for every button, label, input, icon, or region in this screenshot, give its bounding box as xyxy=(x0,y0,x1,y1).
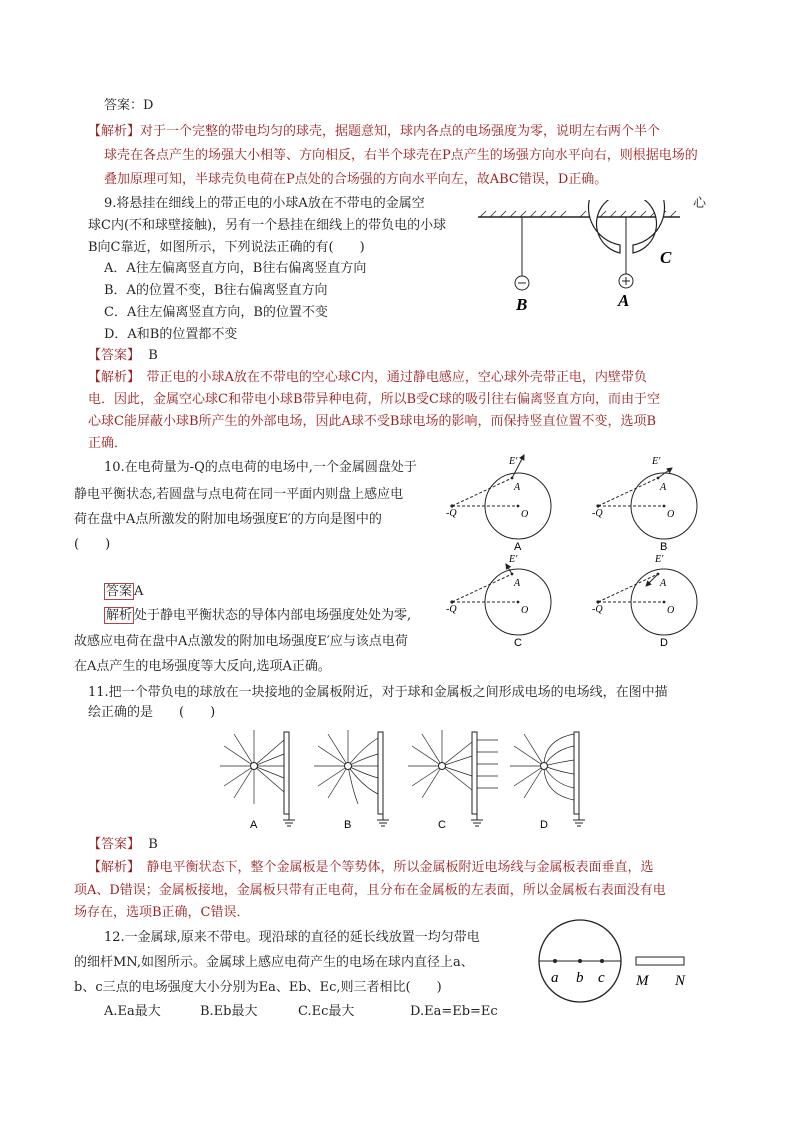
q8-answer: 答案：D xyxy=(104,98,154,113)
field-diagram-a xyxy=(220,730,295,831)
q9-figure xyxy=(470,200,700,320)
q10-analysis-line: 故感应电荷在盘中A点激发的附加电场强度E′应与该点电荷 xyxy=(74,634,408,649)
q11-analysis-line: 【解析】 静电平衡状态下，整个金属板是个等势体，所以金属板附近电场线与金属板表面垂直，选 xyxy=(88,860,654,875)
svg-text:-Q: -Q xyxy=(592,508,603,519)
field-diagram-c xyxy=(408,730,498,831)
svg-text:N: N xyxy=(675,973,686,989)
q11-figure xyxy=(218,728,618,833)
q9-option-c: C．A往左偏离竖直方向，B的位置不变 xyxy=(104,305,328,320)
q11-answer: B xyxy=(148,837,158,852)
q10-analysis-tag: 解析 xyxy=(106,608,133,623)
svg-text:A: A xyxy=(514,541,522,553)
svg-text:E′: E′ xyxy=(509,554,518,565)
charged-rod-mn xyxy=(636,957,684,965)
q11-analysis-line: 场存在，选项B正确，C错误． xyxy=(74,905,250,920)
svg-text:E′: E′ xyxy=(509,456,518,467)
q9-answer: B xyxy=(148,348,158,363)
svg-text:A: A xyxy=(250,819,258,831)
q9-option-a: A．A往左偏离竖直方向，B往右偏离竖直方向 xyxy=(104,261,367,276)
q10-analysis-line: 处于静电平衡状态的导体内部电场强度处处为零, xyxy=(134,608,412,623)
svg-text:-Q: -Q xyxy=(446,508,457,519)
q12-option-d: D.Ea=Eb=Ec xyxy=(410,1004,498,1019)
svg-text:-Q: -Q xyxy=(592,604,603,615)
disc-option-d xyxy=(592,554,697,649)
svg-text:O: O xyxy=(667,509,675,520)
svg-text:A: A xyxy=(660,482,667,493)
svg-text:c: c xyxy=(598,970,605,986)
q9-stem-line: B向C靠近，如图所示，下列说法正确的有( ) xyxy=(88,240,365,255)
q10-answer-tag: 答案 xyxy=(106,584,133,599)
q10-figure xyxy=(446,452,716,652)
point-b xyxy=(578,959,582,963)
ceiling xyxy=(478,211,680,217)
svg-text:M: M xyxy=(636,973,649,989)
stray-char: 心 xyxy=(693,196,707,211)
svg-text:b: b xyxy=(576,970,584,986)
q8-analysis-line: 叠加原理可知，半球壳负电荷在P点处的合场强的方向水平向左，故ABC错误，D正确。 xyxy=(104,172,608,187)
svg-text:a: a xyxy=(551,970,559,986)
svg-text:E′: E′ xyxy=(652,456,661,467)
q9-analysis-line: 【解析】 带正电的小球A放在不带电的空心球C内，通过静电感应，空心球外壳带正电，内壁带负 xyxy=(88,370,647,385)
svg-text:D: D xyxy=(660,637,668,649)
q10-analysis-line: 在A点产生的电场强度等大反向,选项A正确。 xyxy=(74,659,331,674)
q12-option-c: C.Ec最大 xyxy=(298,1004,355,1019)
q11-stem-line: 绘正确的是 ( ) xyxy=(88,705,216,720)
point-c xyxy=(600,959,604,963)
point-a xyxy=(553,959,557,963)
q9-stem-line: 9.将悬挂在细线上的带正电的小球A放在不带电的金属空 xyxy=(104,196,425,211)
q12-option-b: B.Eb最大 xyxy=(200,1004,258,1019)
svg-text:E′: E′ xyxy=(655,554,664,565)
q12-stem-line: 的细杆MN,如图所示。金属球上感应电荷产生的电场在球内直径上a、 xyxy=(74,955,474,970)
svg-text:-Q: -Q xyxy=(446,604,457,615)
q11-analysis-line: 项A、D错误；金属板接地，金属板只带有正电荷，且分布在金属板的左表面，所以金属板右表面没有电 xyxy=(74,883,666,898)
q12-stem-line: 12.一金属球,原来不带电。现沿球的直径的延长线放置一均匀带电 xyxy=(104,930,480,945)
q10-stem-line: 荷在盘中A点所激发的附加电场强度E′的方向是图中的 xyxy=(74,512,382,527)
field-diagram-b xyxy=(314,730,389,831)
svg-text:O: O xyxy=(521,605,529,616)
svg-text:A: A xyxy=(514,482,521,493)
q11-answer-tag: 【答案】 xyxy=(88,837,141,852)
field-diagram-d xyxy=(510,732,585,831)
q12-figure xyxy=(505,915,705,1005)
disc-option-a xyxy=(446,455,551,553)
svg-text:B: B xyxy=(344,819,352,831)
q9-analysis-line: 正确． xyxy=(88,436,128,451)
svg-text:O: O xyxy=(521,509,529,520)
svg-text:O: O xyxy=(667,605,675,616)
disc-option-c xyxy=(446,554,551,649)
q11-stem-line: 11.把一个带负电的球放在一块接地的金属板附近，对于球和金属板之间形成电场的电场线，在图中描 xyxy=(88,685,668,700)
q9-analysis-line: 电．因此，金属空心球C和带电小球B带异种电荷，所以B受C球的吸引往右偏离竖直方向，而由于空 xyxy=(88,392,661,407)
q10-answer: A xyxy=(134,584,144,599)
q10-stem-line: ( ) xyxy=(74,537,111,552)
label-b: B xyxy=(516,295,528,314)
q10-stem-line: 10.在电荷量为-Q的点电荷的电场中,一个金属圆盘处于 xyxy=(104,460,417,475)
label-c: C xyxy=(660,248,672,267)
disc-option-b xyxy=(592,456,697,553)
svg-text:C: C xyxy=(438,819,446,831)
q9-answer-tag: 【答案】 xyxy=(88,348,141,363)
q12-option-a: A.Ea最大 xyxy=(104,1004,161,1019)
q10-stem-line: 静电平衡状态,若圆盘与点电荷在同一平面内则盘上感应电 xyxy=(74,487,404,502)
svg-text:B: B xyxy=(660,541,668,553)
q9-stem-line: 球C内(不和球壁接触)，另有一个悬挂在细线上的带负电的小球 xyxy=(88,218,447,233)
label-a: A xyxy=(618,291,630,310)
q9-analysis-line: 心球C能屏蔽小球B所产生的外部电场，因此A球不受B球电场的影响，而保持竖直位置不变，选项B xyxy=(88,414,656,429)
q12-stem-line: b、c三点的电场强度大小分别为Ea、Eb、Ec,则三者相比( ) xyxy=(74,980,442,995)
svg-text:D: D xyxy=(540,819,548,831)
q9-option-b: B．A的位置不变，B往右偏离竖直方向 xyxy=(104,283,328,298)
q8-analysis-line: 球壳在各点产生的场强大小相等、方向相反，右半个球壳在P点产生的场强方向水平向右，则根据电场的 xyxy=(104,148,698,163)
svg-text:A: A xyxy=(660,578,667,589)
q9-option-d: D．A和B的位置都不变 xyxy=(104,327,238,342)
svg-text:A: A xyxy=(514,578,521,589)
q8-analysis-line: 【解析】对于一个完整的带电均匀的球壳，据题意知，球内各点的电场强度为零，说明左右两个半个 xyxy=(88,124,661,139)
svg-text:C: C xyxy=(514,637,522,649)
